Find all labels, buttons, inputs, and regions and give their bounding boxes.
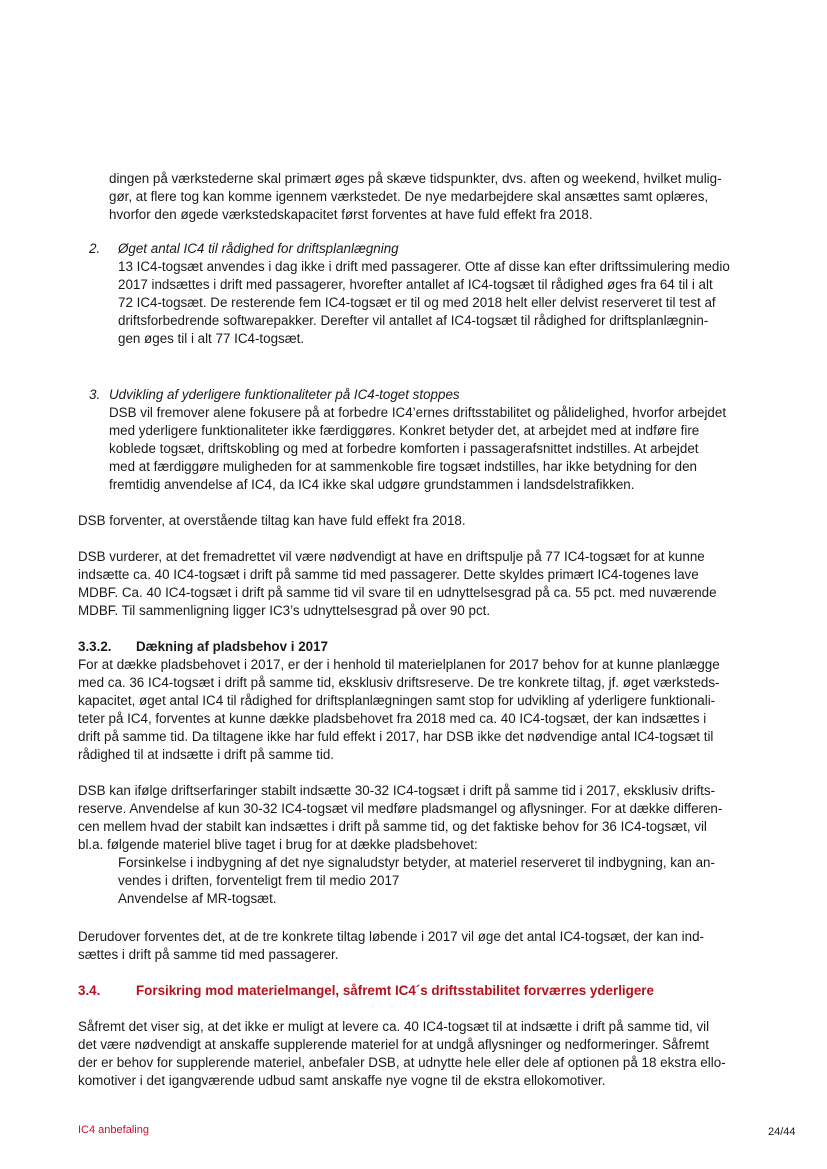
text-line: gen øges til i alt 77 IC4-togsæt.: [118, 331, 305, 347]
text-line: reserve. Anvendelse af kun 30-32 IC4-togsæt vil medføre pladsmangel og aflysninger. For at dække differen-: [78, 801, 723, 817]
text-line: DSB vurderer, at det fremadrettet vil være nødvendigt at have en driftspulje på 77 IC4-togsæt for at kunne: [78, 549, 705, 564]
list-item-title: Øget antal IC4 til rådighed for driftsplanlægning: [118, 241, 399, 256]
text-line: fremtidig anvendelse af IC4, da IC4 ikke skal udgøre grundstammen i landsdelstrafikken.: [109, 477, 635, 493]
paragraph: [78, 928, 704, 964]
bullet-list: [118, 854, 715, 908]
list-item: Anvendelse af MR-togsæt.: [118, 891, 277, 907]
section-heading-3-3-2: [78, 638, 328, 656]
list-item-title: Udvikling af yderligere funktionaliteter på IC4-toget stoppes: [109, 387, 460, 402]
text-line: DSB kan ifølge driftserfaringer stabilt indsætte 30-32 IC4-togsæt i drift på samme tid i 2017, eksklusiv drifts-: [78, 783, 716, 798]
paragraph: [78, 1018, 726, 1090]
list-number: 3.: [89, 387, 101, 402]
text-line: med yderligere funktionaliteter ikke færdiggøres. Konkret betyder det, at arbejdet med at indføre fire: [109, 423, 700, 439]
text-line: DSB vil fremover alene fokusere på at forbedre IC4’ernes driftsstabilitet og pålidelighed, hvorfor arbejdet: [109, 405, 727, 421]
text-line: sættes i drift på samme tid med passagerer.: [78, 947, 339, 963]
text-line: MDBF. Til sammenligning ligger IC3’s udnyttelsesgrad på over 90 pct.: [78, 603, 491, 619]
paragraph: [78, 512, 466, 530]
text-line: driftsforbedrende softwarepakker. Derefter vil antallet af IC4-togsæt til rådighed for driftsplanlægnin-: [118, 313, 709, 329]
paragraph: [78, 782, 722, 854]
text-line: Såfremt det viser sig, at det ikke er muligt at levere ca. 40 IC4-togsæt til at indsætte i drift på samme tid, vil: [78, 1019, 710, 1034]
text-line: 72 IC4-togsæt. De resterende fem IC4-togsæt er til og med 2018 helt eller delvist reserveret til test af: [118, 295, 716, 311]
list-item-2: [118, 240, 730, 349]
list-item-3: [109, 386, 726, 495]
text-line: med ca. 36 IC4-togsæt i drift på samme tid, eksklusiv driftsreserve. De tre konkrete tiltag, jf. øget værksteds-: [78, 675, 720, 691]
text-line: drift på samme tid. Da tiltagene ikke har fuld effekt i 2017, har DSB ikke det nødvendige antal IC4-togsæt til: [78, 729, 714, 745]
section-number: 3.3.2.: [78, 639, 112, 654]
text-line: indsætte ca. 40 IC4-togsæt i drift på samme tid med passagerer. Dette skyldes primært IC4-togenes lave: [78, 567, 699, 583]
text-line: MDBF. Ca. 40 IC4-togsæt i drift på samme tid vil svare til en udnyttelsesgrad på ca. 55 pct. med nuværende: [78, 585, 717, 601]
text-line: bl.a. følgende materiel blive taget i brug for at dække pladsbehovet:: [78, 837, 478, 853]
list-item: vendes i driften, forventeligt frem til medio 2017: [118, 873, 400, 889]
text-line: gør, at flere tog kan komme igennem værkstedet. De nye medarbejdere skal ansættes samt oplæres,: [109, 189, 709, 205]
text-line: rådighed til at indsætte i drift på samme tid.: [78, 747, 335, 763]
paragraph: [78, 656, 720, 765]
text-line: 13 IC4-togsæt anvendes i dag ikke i drift med passagerer. Otte af disse kan efter driftssimulering medio: [118, 259, 730, 275]
text-line: DSB forventer, at overstående tiltag kan have fuld effekt fra 2018.: [78, 513, 466, 528]
text-line: det være nødvendigt at anskaffe supplerende materiel for at undgå aflysninger og nedformeringer. Såfremt: [78, 1037, 709, 1053]
paragraph: [78, 548, 717, 620]
text-line: koblede togsæt, driftskobling og med at forbedre komforten i passagerafsnittet indstilles. At arbejdet: [109, 441, 699, 457]
text-line: hvorfor den øgede værkstedskapacitet først forventes at have fuld effekt fra 2018.: [109, 207, 593, 223]
section-number: 3.4.: [78, 983, 101, 998]
text-line: Derudover forventes det, at de tre konkrete tiltag løbende i 2017 vil øge det antal IC4-togsæt, der kan ind-: [78, 929, 704, 944]
intro-paragraph: [109, 170, 722, 224]
text-line: dingen på værkstederne skal primært øges på skæve tidspunkter, dvs. aften og weekend, hvilket mulig-: [109, 171, 722, 186]
text-line: komotiver i det igangværende udbud samt anskaffe nye vogne til de ekstra ellokomotiver.: [78, 1073, 606, 1089]
text-line: cen mellem hvad der stabilt kan indsættes i drift på samme tid, og det faktiske behov for 36 IC4-togsæt, vil: [78, 819, 707, 835]
text-line: kapacitet, øget antal IC4 til rådighed for driftsplanlægningen samt stop for udvikling af yderligere funktionali-: [78, 693, 716, 709]
footer-page-number: 24/44: [768, 1126, 796, 1138]
list-item: Forsinkelse i indbygning af det nye signaludstyr betyder, at materiel reserveret til indbygning, kan an-: [118, 855, 715, 870]
text-line: der er behov for supplerende materiel, anbefaler DSB, at udnytte hele eller dele af optionen på 18 ekstra ello-: [78, 1055, 726, 1071]
section-title: Dækning af pladsbehov i 2017: [136, 639, 328, 654]
text-line: med at færdiggøre muligheden for at sammenkoble fire togsæt indstilles, har ikke betydning for den: [109, 459, 697, 475]
footer-document-title: IC4 anbefaling: [78, 1124, 149, 1136]
text-line: teter på IC4, forventes at kunne dække pladsbehovet fra 2018 med ca. 40 IC4-togsæt, der kan indsættes i: [78, 711, 707, 727]
section-title: Forsikring mod materielmangel, såfremt IC4´s driftsstabilitet forværres yderligere: [136, 983, 654, 998]
list-number: 2.: [89, 241, 101, 256]
section-heading-3-4: [78, 982, 654, 1000]
text-line: 2017 indsættes i drift med passagerer, hvorefter antallet af IC4-togsæt til rådighed øges fra 64 til i alt: [118, 277, 713, 293]
text-line: For at dække pladsbehovet i 2017, er der i henhold til materielplanen for 2017 behov for at kunne planlægge: [78, 657, 720, 672]
